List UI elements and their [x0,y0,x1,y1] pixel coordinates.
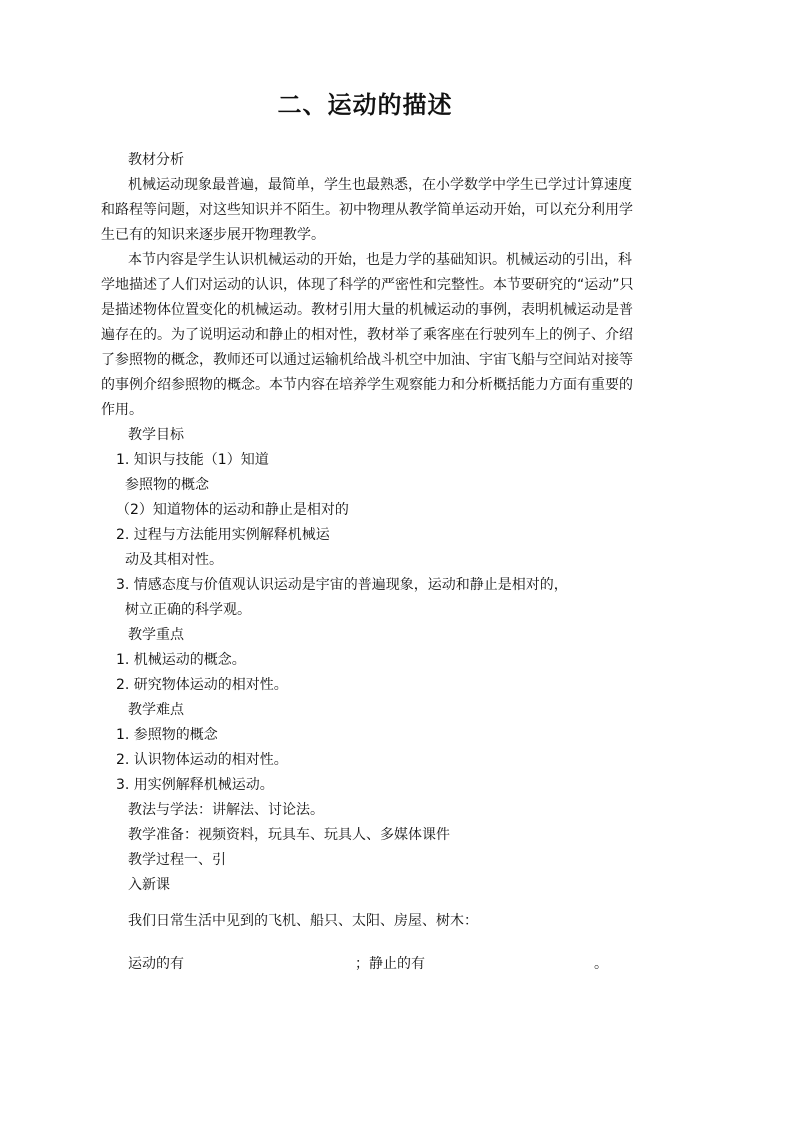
list-item: 3. 用实例解释机械运动。 [116,777,274,793]
blank-label-moving: 运动的有 [128,956,184,972]
list-item: （2）知道物体的运动和静止是相对的 [116,502,349,518]
list-item: 1. 参照物的概念 [116,727,218,743]
paragraph-line: 我们日常生活中见到的飞机、船只、太阳、房屋、树木： [128,913,478,929]
section-heading-difficulties: 教学难点 [128,702,184,718]
list-item: 动及其相对性。 [125,552,223,568]
paragraph-line: 是描述物体位置变化的机械运动。教材引用大量的机械运动的事例，表明机械运动是普 [101,302,633,318]
list-item: 参照物的概念 [125,477,209,493]
paragraph-line: 教法与学法：讲解法、讨论法。 [128,802,324,818]
paragraph-line: 了参照物的概念，教师还可以通过运输机给战斗机空中加油、宇宙飞船与空间站对接等 [101,352,633,368]
paragraph-line: 机械运动现象最普遍，最简单，学生也最熟悉，在小学数学中学生已学过计算速度 [128,177,632,193]
section-heading-key-points: 教学重点 [128,627,184,643]
list-item: 2. 研究物体运动的相对性。 [116,677,288,693]
blank-end-mark: 。 [594,956,608,972]
list-item: 2. 过程与方法能用实例解释机械运 [116,527,330,543]
paragraph-line: 入新课 [128,877,170,893]
list-item: 2. 认识物体运动的相对性。 [116,752,288,768]
section-heading-material-analysis: 教材分析 [128,152,184,168]
section-heading-teaching-goals: 教学目标 [128,427,184,443]
blank-label-static: ；静止的有 [355,956,425,972]
page-title: 二、运动的描述 [277,91,453,119]
list-item: 1. 机械运动的概念。 [116,652,246,668]
list-item: 树立正确的科学观。 [125,602,251,618]
list-item: 1. 知识与技能（1）知道 [116,452,269,468]
paragraph-line: 的事例介绍参照物的概念。本节内容在培养学生观察能力和分析概括能力方面有重要的 [101,377,633,393]
paragraph-line: 教学准备：视频资料，玩具车、玩具人、多媒体课件 [128,827,450,843]
paragraph-line: 生已有的知识来逐步展开物理教学。 [101,227,325,243]
paragraph-line: 和路程等问题，对这些知识并不陌生。初中物理从教学简单运动开始，可以充分利用学 [101,202,633,218]
fill-in-blank-line [128,952,643,977]
paragraph-line: 教学过程一、引 [128,852,226,868]
paragraph-line: 学地描述了人们对运动的认识，体现了科学的严密性和完整性。本节要研究的“运动”只 [101,277,634,293]
paragraph-line: 本节内容是学生认识机械运动的开始，也是力学的基础知识。机械运动的引出，科 [128,252,632,268]
document-body [101,148,643,977]
list-item: 3. 情感态度与价值观认识运动是宇宙的普遍现象，运动和静止是相对的， [116,577,568,593]
paragraph-line: 作用。 [101,402,143,418]
paragraph-line: 遍存在的。为了说明运动和静止的相对性，教材举了乘客座在行驶列车上的例子、介绍 [101,327,633,343]
